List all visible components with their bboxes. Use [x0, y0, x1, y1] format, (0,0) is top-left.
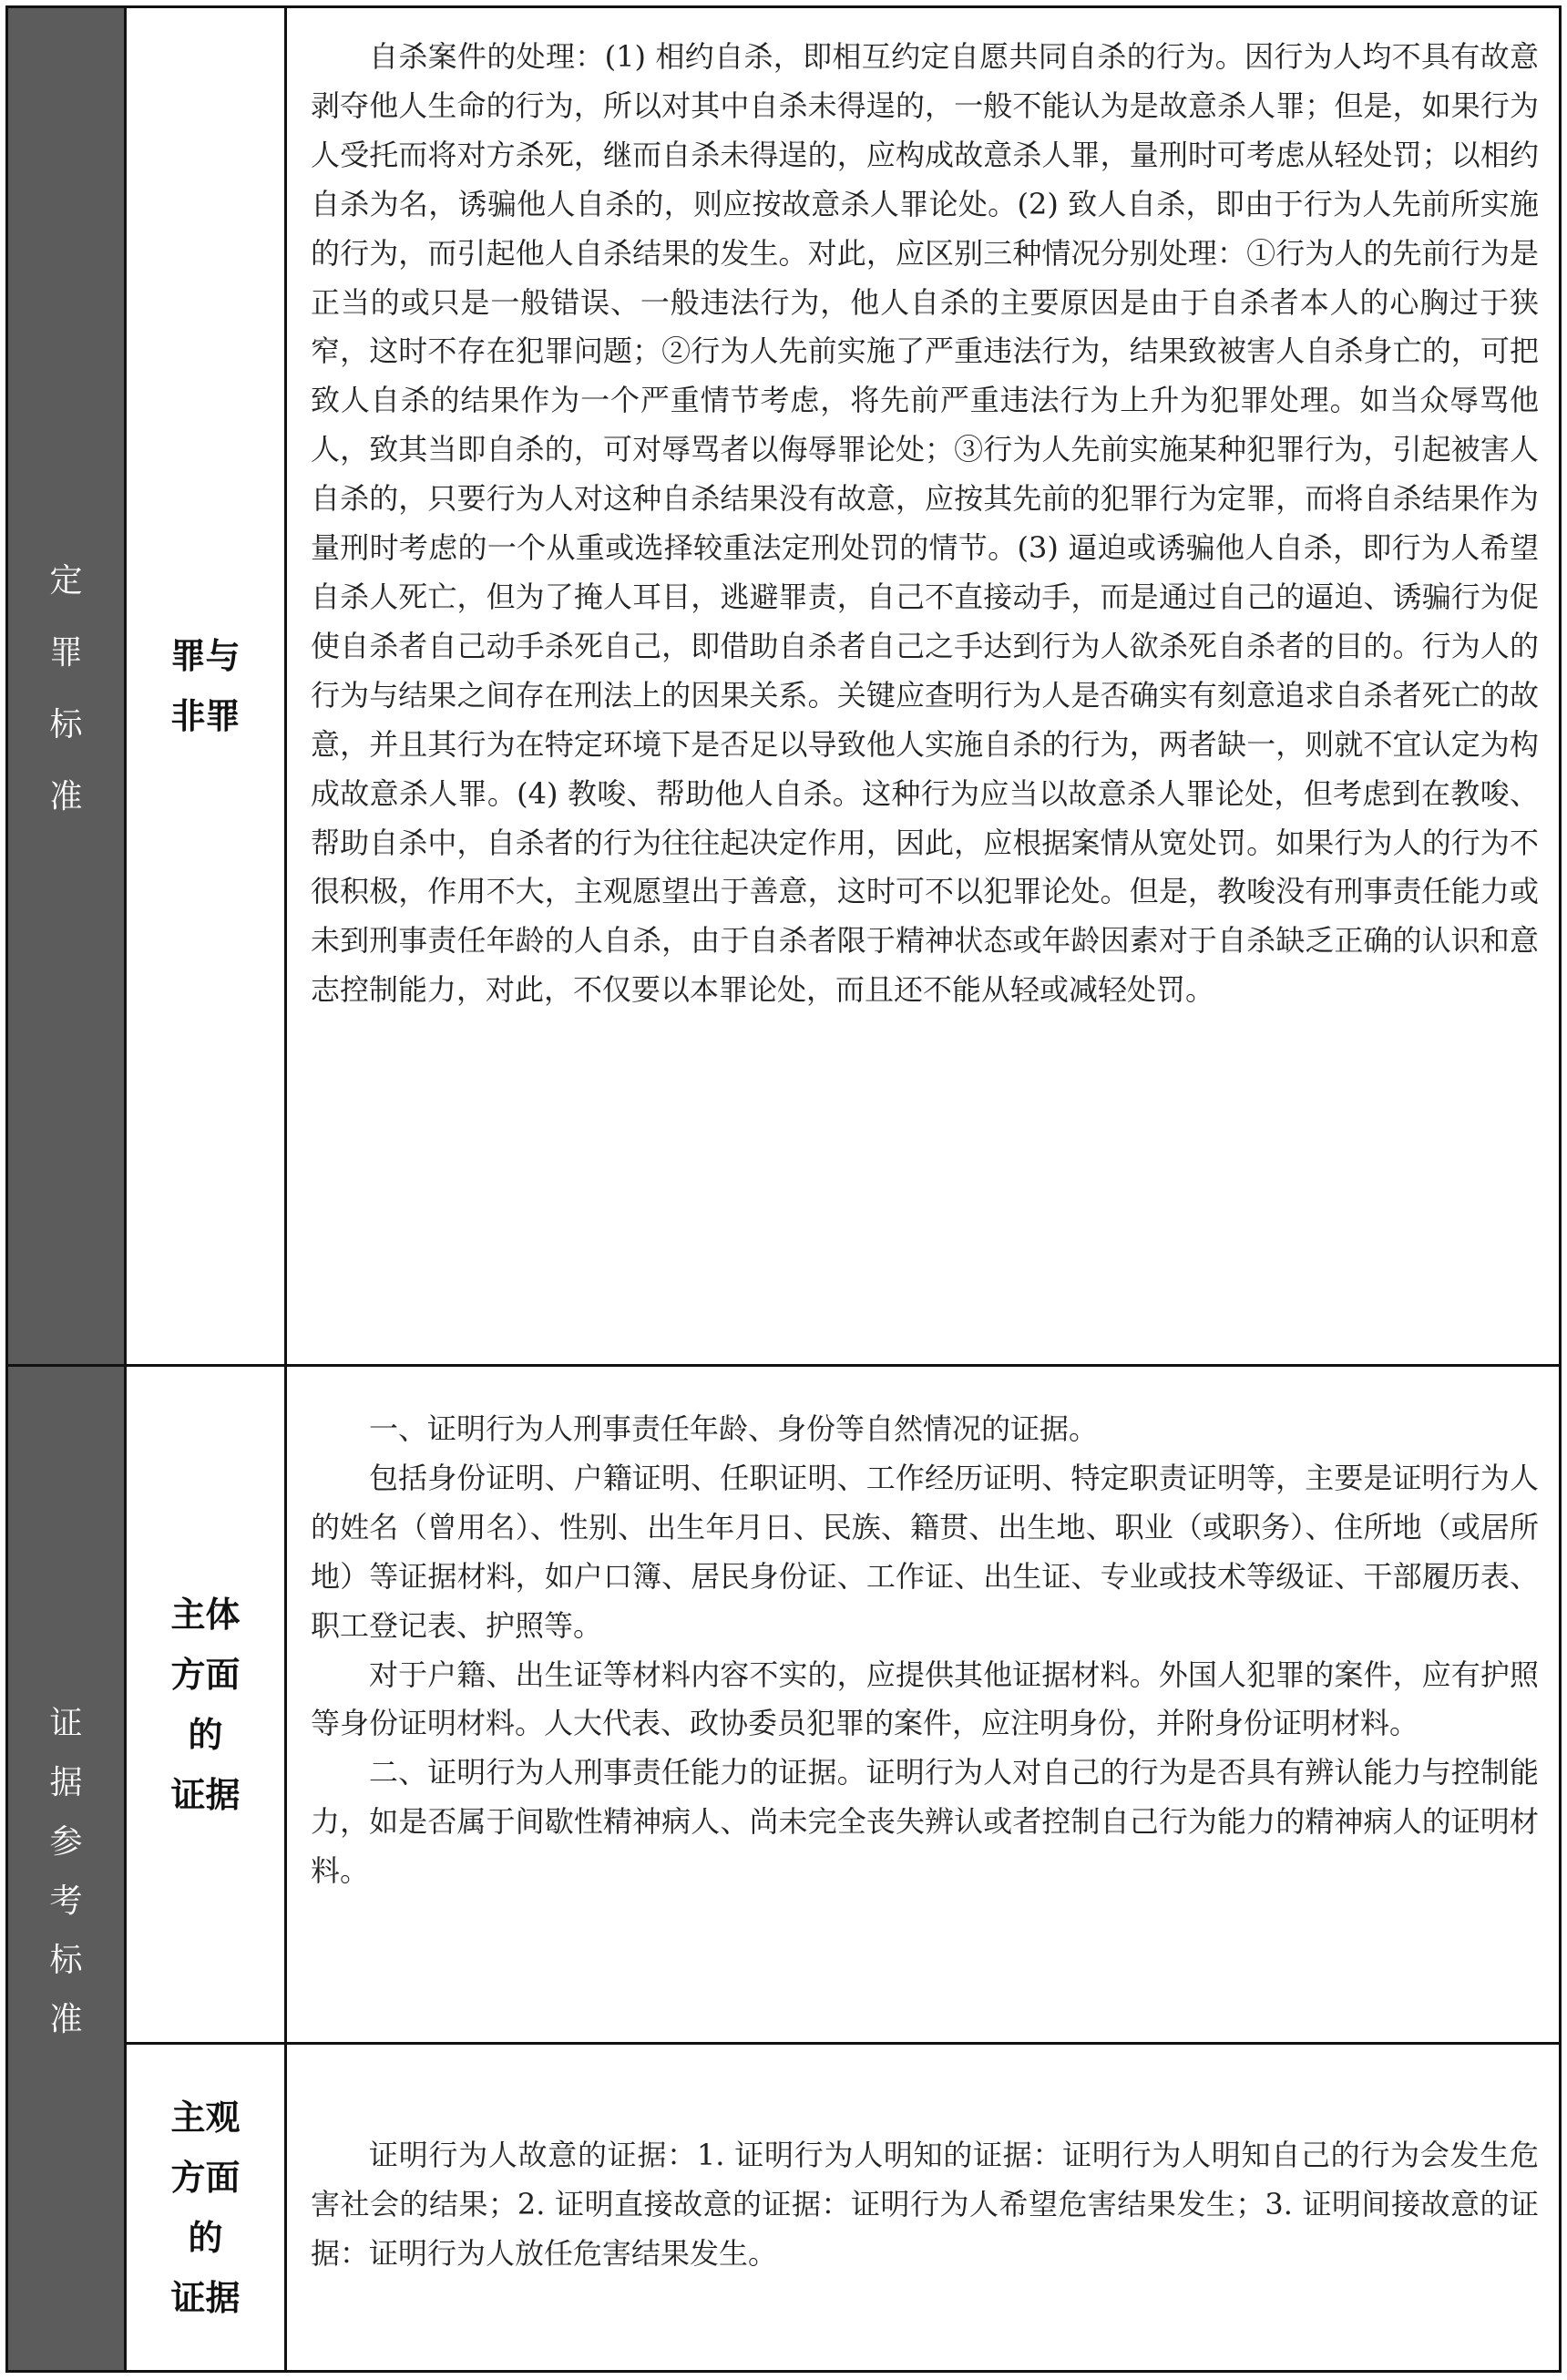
content-paragraph: 对于户籍、出生证等材料内容不实的，应提供其他证据材料。外国人犯罪的案件，应有护照等身份证明材料。人大代表、政协委员犯罪的案件，应注明身份，并附身份证明材料。 — [311, 1657, 1539, 1741]
content-paragraph: 包括身份证明、户籍证明、任职证明、工作经历证明、特定职责证明等，主要是证明行为人的姓名（曾用名）、性别、出生年月日、民族、籍贯、出生地、职业（或职务）、住所地（或居所地）等证据材料，如户口簿、居民身份证、工作证、出生证、专业或技术等级证、干部履历表、职工登记表、护照等。 — [311, 1460, 1539, 1643]
content-paragraph: 一、证明行为人刑事责任年龄、身份等自然情况的证据。 — [369, 1411, 1099, 1446]
row-content-crime-or-not — [287, 33, 1559, 1015]
category-evidence-standard — [8, 1367, 127, 2370]
category-char: 罪 — [49, 634, 83, 672]
category-char: 证 — [49, 1704, 83, 1742]
category-conviction-standard — [8, 8, 127, 1364]
category-char: 准 — [49, 778, 83, 816]
row-label-subject-evidence — [127, 1367, 287, 2042]
content-paragraph: 自杀案件的处理：(1) 相约自杀，即相互约定自愿共同自杀的行为。因行为人均不具有故意剥夺他人生命的行为，所以对其中自杀未得逞的，一般不能认为是故意杀人罪；但是，如果行为人受托而将对方杀死，继而自杀未得逞的，应构成故意杀人罪，量刑时可考虑从轻处罚；以相约自杀为名，诱骗他人自杀的，则应按故意杀人罪论处。(2) 致人自杀，即由于行为人先前所实施的行为，而引起他人自杀结果的发生。对此，应区别三种情况分别处理：①行为人的先前行为是正当的或只是一般错误、一般违法行为，他人自杀的主要原因是由于自杀者本人的心胸过于狭窄，这时不存在犯罪问题；②行为人先前实施了严重违法行为，结果致被害人自杀身亡的，可把致人自杀的结果作为一个严重情节考虑，将先前严重违法行为上升为犯罪处理。如当众辱骂他人，致其当即自杀的，可对辱骂者以侮辱罪论处；③行为人先前实施某种犯罪行为，引起被害人自杀的，只要行为人对这种自杀结果没有故意，应按其先前的犯罪行为定罪，而将自杀结果作为量刑时考虑的一个从重或选择较重法定刑处罚的情节。(3) 逼迫或诱骗他人自杀，即行为人希望自杀人死亡，但为了掩人耳目，逃避罪责，自己不直接动手，而是通过自己的逼迫、诱骗行为促使自杀者自己动手杀死自己，即借助自杀者自己之手达到行为人欲杀死自杀者的目的。行为人的行为与结果之间存在刑法上的因果关系。关键应查明行为人是否确实有刻意追求自杀者死亡的故意，并且其行为在特定环境下是否足以导致他人实施自杀的行为，两者缺一，则就不宜认定为构成故意杀人罪。(4) 教唆、帮助他人自杀。这种行为应当以故意杀人罪论处，但考虑到在教唆、帮助自杀中，自杀者的行为往往起决定作用，因此，应根据案情从宽处罚。如果行为人的行为不很积极，作用不大，主观愿望出于善意，这时可不以犯罪论处。但是，教唆没有刑事责任能力或未到刑事责任年龄的人自杀，由于自杀者限于精神状态或年龄因素对于自杀缺乏正确的认识和意志控制能力，对此，不仅要以本罪论处，而且还不能从轻或减轻处罚。 — [311, 39, 1539, 1008]
row-label-text: 主体 方面 的 证据 — [170, 1594, 241, 1815]
row-divider — [127, 2042, 1559, 2045]
criteria-table — [5, 5, 1562, 2373]
category-char: 考 — [49, 1882, 83, 1920]
row-content-subject-evidence — [287, 1405, 1559, 1896]
row-label-text: 主观 方面 的 证据 — [170, 2097, 241, 2318]
category-char: 据 — [49, 1763, 83, 1801]
category-char: 参 — [49, 1822, 83, 1861]
row-label-subjective-evidence — [127, 2045, 287, 2370]
category-char: 准 — [49, 2000, 83, 2038]
row-label-text: 罪与 非罪 — [170, 636, 241, 736]
row-content-subjective-evidence — [287, 2131, 1559, 2279]
content-paragraph: 证明行为人故意的证据：1. 证明行为人明知的证据：证明行为人明知自己的行为会发生危害社会的结果；2. 证明直接故意的证据：证明行为人希望危害结果发生；3. 证明间接故意的证据：证明行为人放任危害结果发生。 — [311, 2138, 1539, 2271]
category-char: 标 — [49, 1941, 83, 1979]
category-char: 标 — [49, 706, 83, 744]
category-char: 定 — [49, 562, 83, 600]
content-paragraph: 二、证明行为人刑事责任能力的证据。证明行为人对自己的行为是否具有辨认能力与控制能力，如是否属于间歇性精神病人、尚未完全丧失辨认或者控制自己行为能力的精神病人的证明材料。 — [311, 1755, 1539, 1889]
row-label-crime-or-not — [127, 8, 287, 1364]
